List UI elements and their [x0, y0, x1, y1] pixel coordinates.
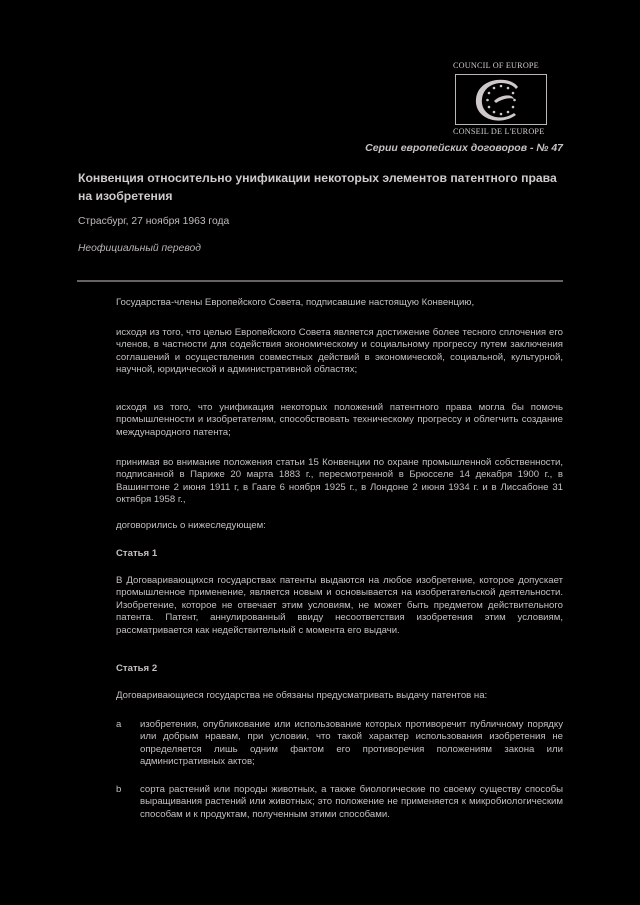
- article-heading: Статья 1: [116, 548, 158, 559]
- preamble-paragraph: принимая во внимание положения статьи 15 Конвенции по охране промышленной собственности, подписанной в Париже 20 марта 1883 г., пересмотренной в Брюсселе 14 декабря 1900 г., в Вашингтоне 2 июня 1911 г, в Гааге 6 ноября 1925 г., в Лондоне 2 июня 1934 г. и в Лиссабоне 31 октября 1958 г.,: [116, 457, 563, 506]
- article-text: В Договаривающихся государствах патенты выдаются на любое изобретение, которое допускает промышленное применение, является новым и основывается на изобретательской деятельности. Изобретение, которое не отвечает этим условиям, не может быть предметом действительного патента. Патент, аннулированный ввиду несоответствия изобретения этим условиям, рассматривается как недействительный с момента его выдачи.: [116, 575, 563, 636]
- article-text: Договаривающиеся государства не обязаны предусматривать выдачу патентов на:: [116, 690, 488, 701]
- separator-line: [77, 280, 563, 282]
- list-item: [116, 719, 563, 769]
- translation-note: Неофициальный перевод: [78, 243, 201, 254]
- list-item-text: сорта растений или породы животных, а также биологические по своему существу способы выращивания растений или животных; это положение не применяется к микробиологическим способам и к продуктам, полученным этими способами.: [140, 784, 563, 820]
- list-item: [116, 784, 563, 824]
- preamble-paragraph: исходя из того, что унификация некоторых положений патентного права могла бы помочь промышленности и изобретателям, способствовать техническому прогрессу и облегчить создание международного патента;: [116, 402, 563, 438]
- article-heading: Статья 2: [116, 663, 158, 674]
- document-title: Конвенция относительно унификации некоторых элементов патентного права на изобретения: [78, 171, 557, 203]
- preamble-paragraph: Государства-члены Европейского Совета, подписавшие настоящую Конвенцию,: [116, 297, 475, 308]
- logo-top-text: COUNCIL OF EUROPE: [453, 61, 539, 70]
- council-of-europe-logo: [455, 74, 547, 125]
- logo-bottom-text: CONSEIL DE L'EUROPE: [453, 127, 545, 136]
- preamble-paragraph: договорились о нижеследующем:: [116, 520, 266, 531]
- list-marker: b: [116, 784, 122, 795]
- list-marker: a: [116, 719, 122, 730]
- council-of-europe-emblem-icon: [456, 75, 546, 124]
- treaty-series-label: Серии европейских договоров - № 47: [365, 142, 563, 154]
- list-item-text: изобретения, опубликование или использование которых противоречит публичному порядку или добрым нравам, при условии, что такой характер использования изобретения не определяется лишь одним фактом его противоречия положениям закона или административных актов;: [140, 719, 563, 768]
- document-date: Страсбург, 27 ноября 1963 года: [78, 216, 230, 227]
- preamble-paragraph: исходя из того, что целью Европейского Совета является достижение более тесного сплочения его членов, в частности для содействия экономическому и социальному прогрессу путем заключения соглашений и осуществления совместных действий в экономической, социальной, культурной, научной, юридической и административной областях;: [116, 327, 563, 376]
